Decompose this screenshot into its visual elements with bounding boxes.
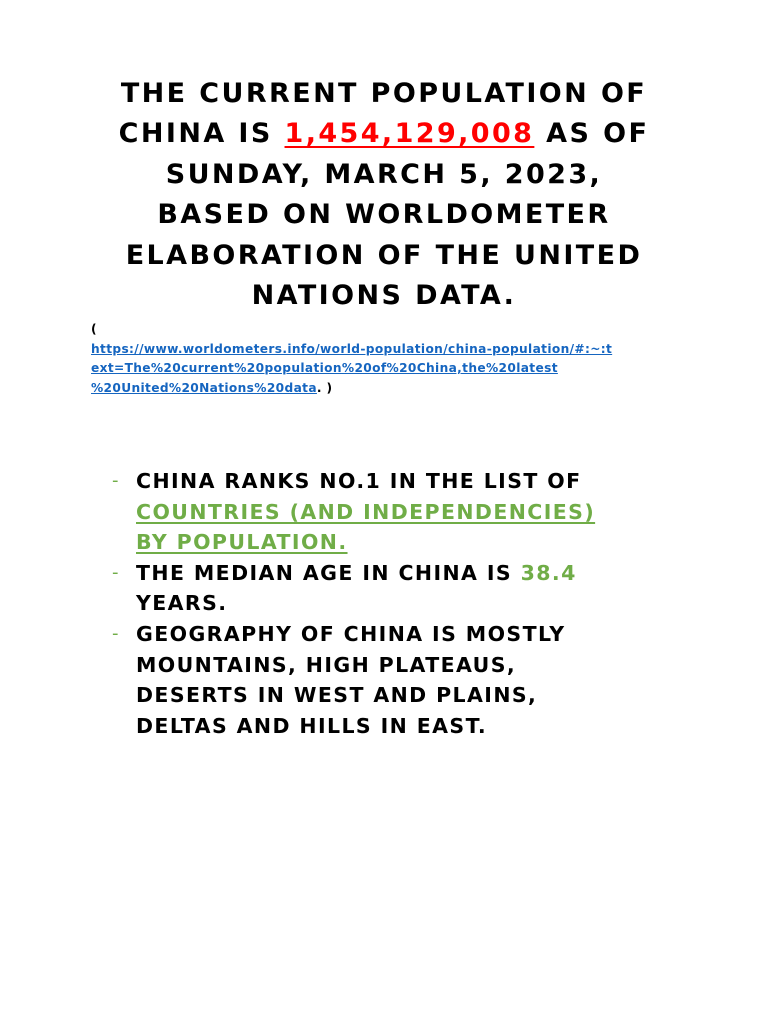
source-link-part-1[interactable]: https://www.worldometers.info/world-population/china-population/#:~:t [91, 341, 613, 356]
headline-line-2-start: CHINA IS [118, 118, 285, 150]
countries-by-population-link-cont[interactable]: BY POPULATION. [136, 530, 348, 555]
countries-link-line-2[interactable] [136, 527, 712, 558]
median-age-value: 38.4 [520, 560, 577, 585]
median-age-unit: YEARS. [136, 591, 228, 616]
facts-list [112, 466, 712, 741]
source-link-line-1[interactable] [91, 340, 691, 360]
source-open-paren: ( [91, 322, 97, 336]
geography-line-4: DELTAS AND HILLS IN EAST. [136, 713, 488, 738]
median-age-line-1 [136, 558, 712, 589]
headline-line-1: THE CURRENT POPULATION OF [120, 78, 648, 109]
source-link-line-3[interactable] [91, 379, 691, 399]
headline-line-5: ELABORATION OF THE UNITED [125, 239, 643, 271]
source-close: . ) [316, 380, 333, 395]
bullet-dash: - [112, 622, 120, 644]
headline-line-2 [70, 114, 698, 154]
geography-line-1: GEOGRAPHY OF CHINA IS MOSTLY [136, 621, 566, 646]
countries-link-line-1[interactable] [136, 497, 712, 528]
geography-line-3: DESERTS IN WEST AND PLAINS, [136, 683, 538, 708]
headline-line-6: NATIONS DATA. [251, 280, 517, 312]
median-age-text: THE MEDIAN AGE IN CHINA IS [136, 560, 521, 585]
headline [70, 74, 698, 316]
source-link-line-2[interactable] [91, 359, 691, 379]
headline-line-3: SUNDAY, MARCH 5, 2023, [165, 158, 603, 190]
countries-by-population-link[interactable]: COUNTRIES (AND INDEPENDENCIES) [136, 499, 596, 524]
list-item-rank [112, 466, 712, 558]
source-link-part-3[interactable]: %20United%20Nations%20data [91, 380, 317, 395]
geography-line-2: MOUNTAINS, HIGH PLATEAUS, [136, 652, 517, 677]
population-number: 1,454,129,008 [284, 118, 535, 150]
bullet-dash: - [112, 561, 120, 583]
headline-line-4: BASED ON WORLDOMETER [157, 199, 611, 231]
source-citation [91, 320, 691, 398]
list-item-median-age [112, 558, 712, 619]
rank-text: CHINA RANKS NO.1 IN THE LIST OF [136, 469, 582, 493]
list-item-geography [112, 619, 712, 741]
headline-line-2-end: AS OF [534, 118, 650, 150]
source-link-part-2[interactable]: ext=The%20current%20population%20of%20China,the%20latest [91, 361, 558, 376]
bullet-dash: - [112, 470, 120, 491]
